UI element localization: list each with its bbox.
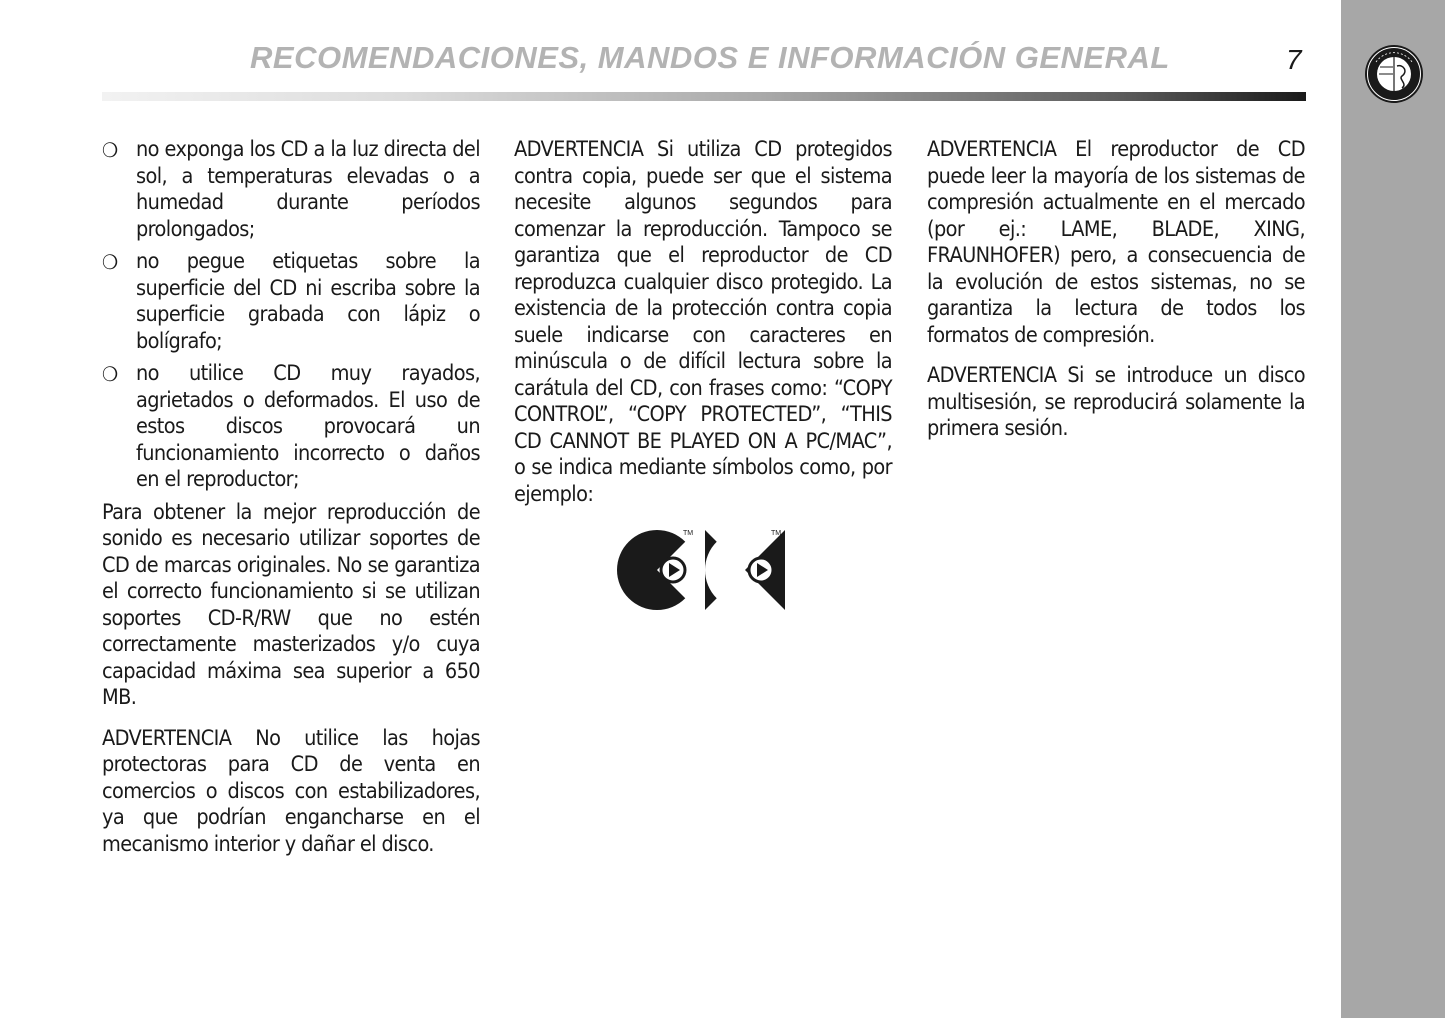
copy-control-symbol-left-icon	[617, 530, 697, 610]
list-item	[102, 361, 480, 494]
brand-logo-icon	[1364, 44, 1424, 104]
list-item-text: no exponga los CD a la luz directa del sol, a temperaturas elevadas o a humedad durante períodos prolongados;	[136, 137, 480, 242]
paragraph-media-quality: Para obtener la mejor reproducción de sonido es necesario utilizar soportes de CD de marcas originales. No se garantiza el correcto funcionamiento si se utilizan soportes CD-R/RW que no estén correctamente masterizados y/o cuya capacidad máxima sea superior a 650 MB.	[102, 499, 480, 710]
copy-control-symbol-right-icon	[705, 530, 785, 610]
column-1	[102, 137, 480, 872]
circle-bullet-icon: ❍	[102, 250, 118, 274]
side-strip	[1341, 0, 1445, 1018]
circle-bullet-icon: ❍	[102, 362, 118, 386]
warning-protective-sheets: ADVERTENCIA No utilice las hojas protectoras para CD de venta en comercios o discos con estabilizadores, ya que podrían engancharse en el mecanismo interior y dañar el disco.	[102, 725, 480, 857]
warning-copy-protection: ADVERTENCIA Si utiliza CD protegidos contra copia, puede ser que el sistema necesite algunos segundos para comenzar la reproducción. Tampoco se garantiza que el reproductor de CD reproduzca cualquier disco protegido. La existencia de la protección contra copia suele indicarse con caracteres en minúscula o de difícil lectura sobre la carátula del CD, con frases como: “COPY CONTROL”, “COPY PROTECTED”, “THIS CD CANNOT BE PLAYED ON A PC/MAC”, o se indica mediante símbolos como, por ejemplo:	[514, 137, 892, 507]
circle-bullet-icon: ❍	[102, 138, 118, 162]
warning-multisession: ADVERTENCIA Si se introduce un disco multisesión, se reproducirá solamente la primera sesión.	[927, 363, 1305, 441]
trademark-label-right: TM	[771, 530, 782, 537]
warning-compression-formats: ADVERTENCIA El reproductor de CD puede leer la mayoría de los sistemas de compresión actualmente en el mercado (por ej.: LAME, BLADE, XING, FRAUNHOFER) pero, a consecuencia de la evolución de estos sistemas, no se garantiza la lectura de todos los formatos de compresión.	[927, 137, 1305, 348]
column-3	[927, 137, 1305, 457]
header-rule	[102, 92, 1306, 101]
column-2	[514, 137, 892, 522]
list-item	[102, 249, 480, 355]
list-item	[102, 137, 480, 243]
list-item-text: no utilice CD muy rayados, agrietados o deformados. El uso de estos discos provocará un funcionamiento incorrecto o daños en el reproductor;	[136, 361, 480, 492]
list-item-text: no pegue etiquetas sobre la superficie del CD ni escriba sobre la superficie grabada con lápiz o bolígrafo;	[136, 249, 480, 354]
trademark-label-left: TM	[683, 530, 694, 537]
copy-control-symbols-icon	[617, 526, 787, 614]
bullet-list	[102, 137, 480, 494]
page-number: 7	[1286, 44, 1302, 75]
page-title: RECOMENDACIONES, MANDOS E INFORMACIÓN GENERAL	[250, 40, 1170, 75]
